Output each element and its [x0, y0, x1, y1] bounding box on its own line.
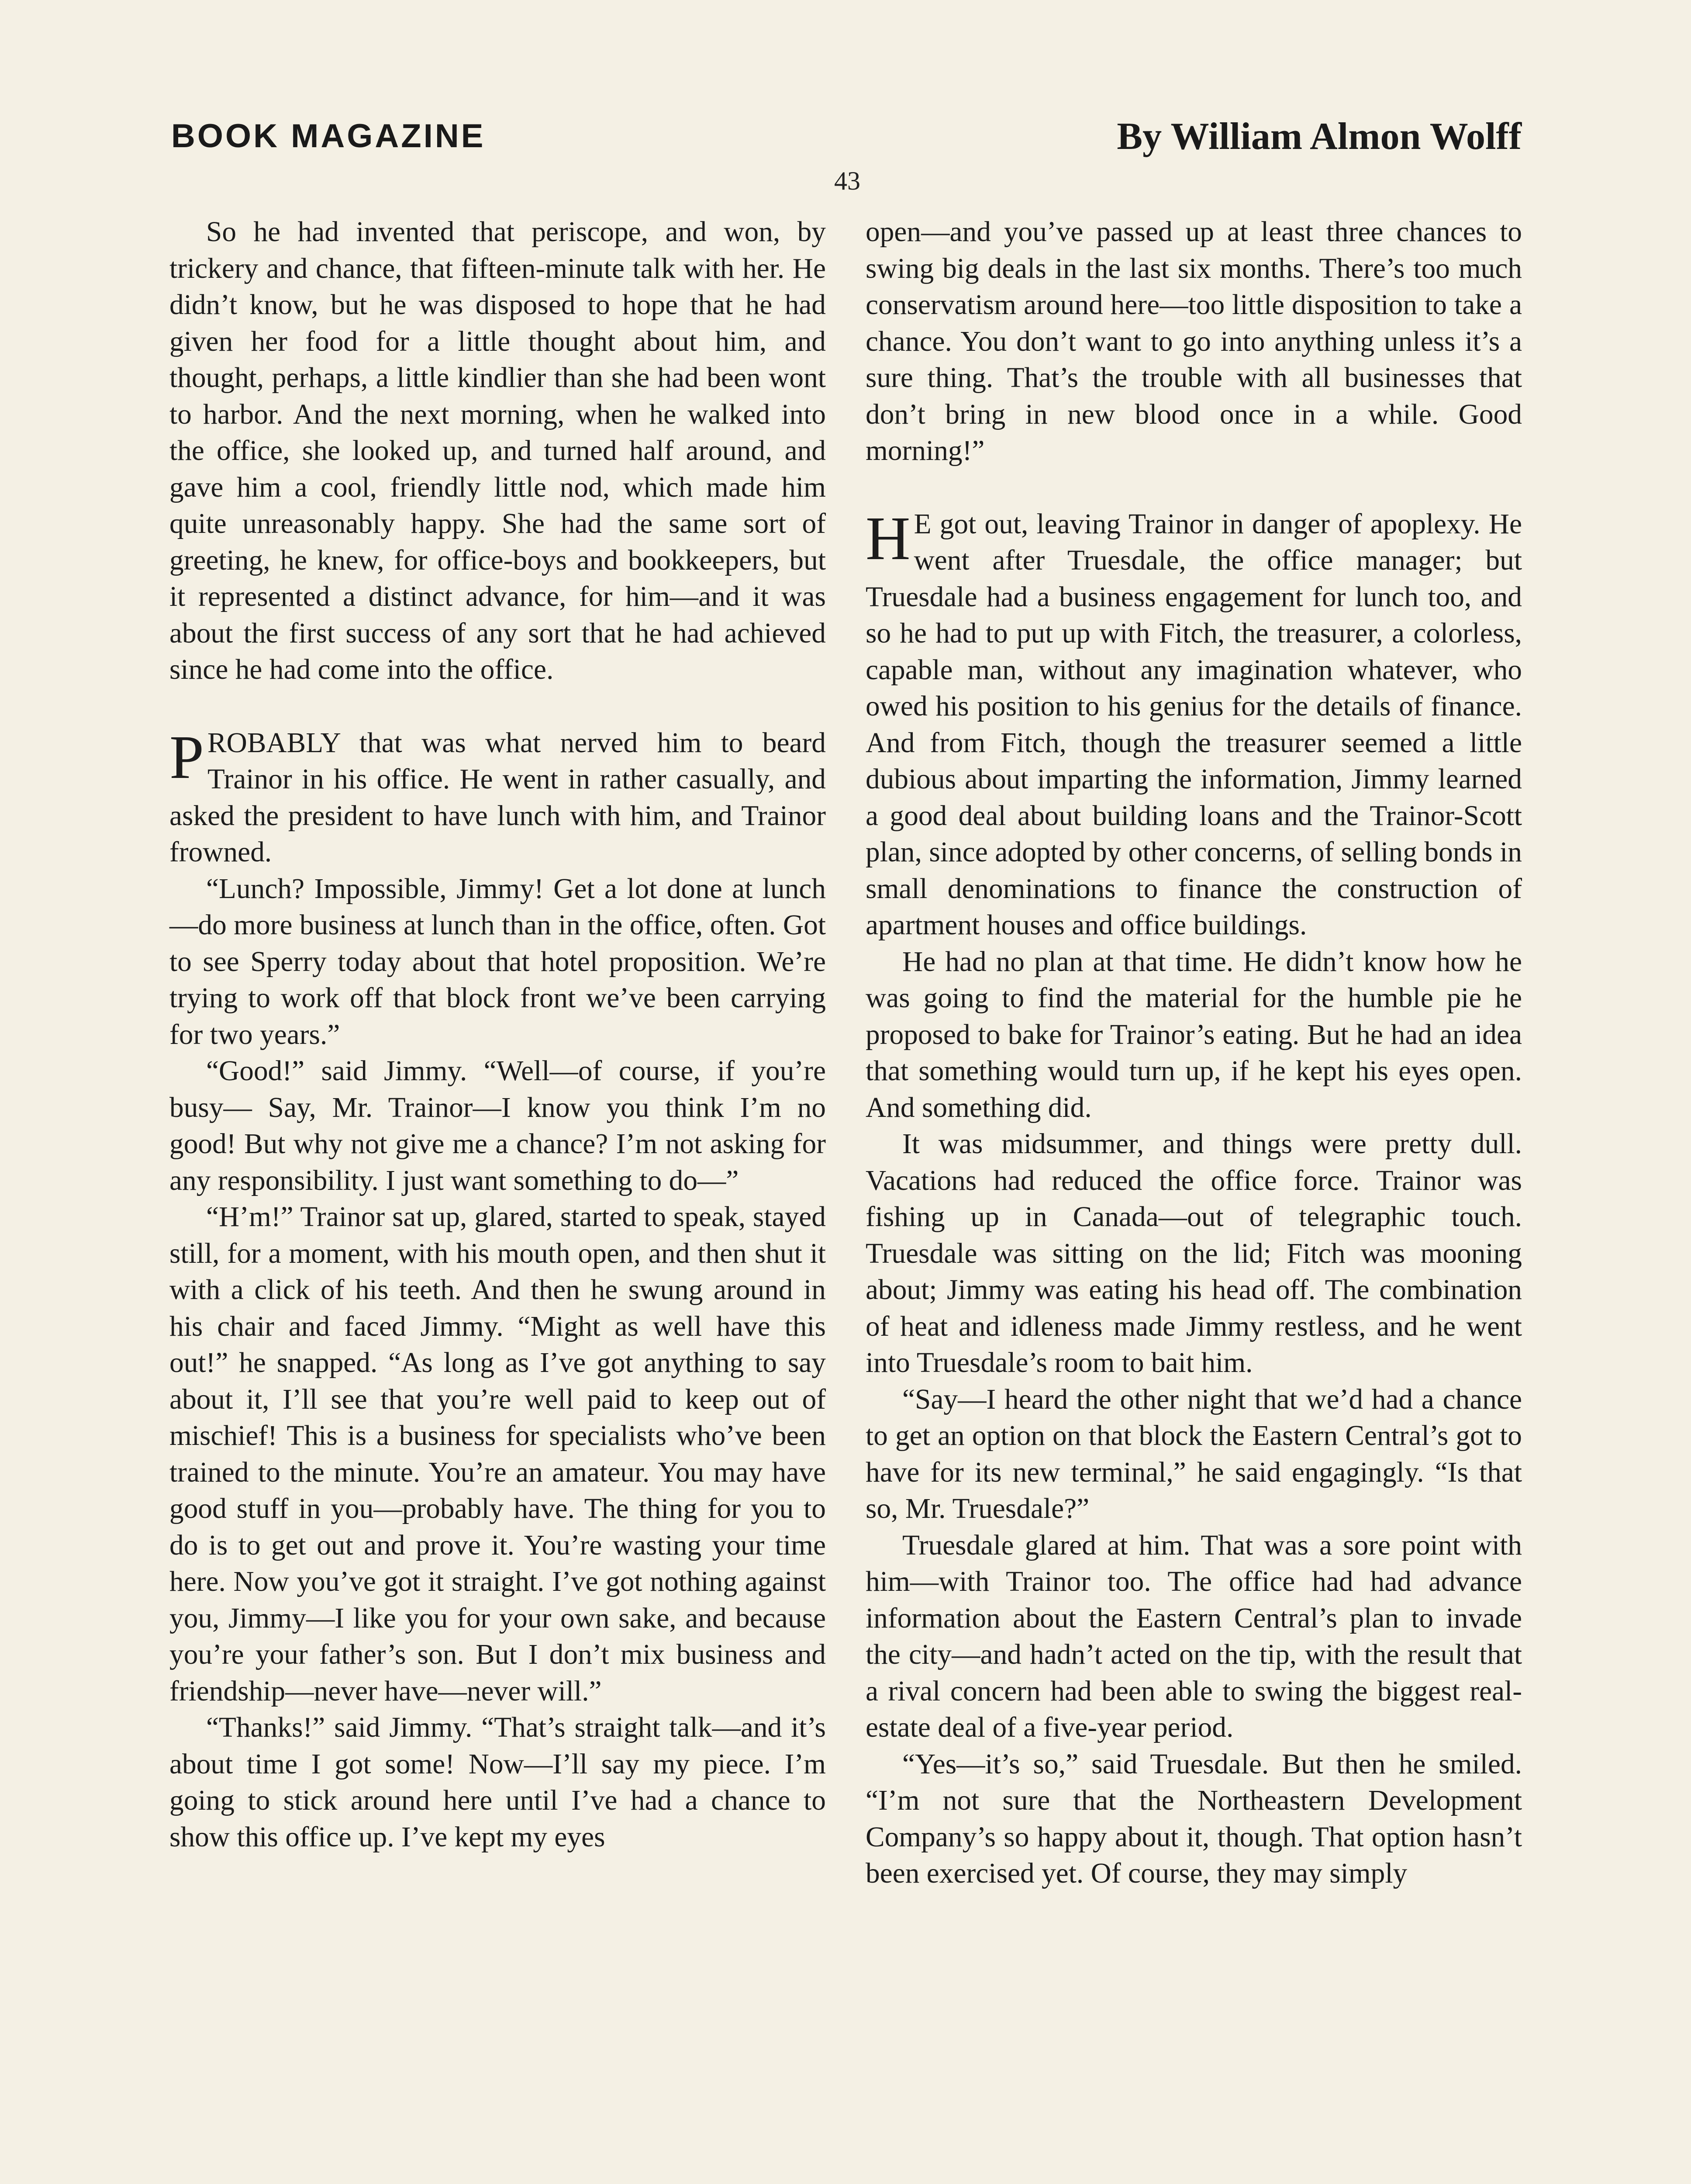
paragraph-with-drop-cap: [169, 722, 826, 871]
paragraph: open—and you’ve passed up at least three chances to swing big deals in the last six months. There’s too much conservatism around here—too little disposition to take a chance. You don’t want to go into anything unless it’s a sure thing. That’s the trouble with all businesses that don’t bring in new blood once in a while. Good morning!”: [866, 216, 1522, 467]
page-number: 43: [834, 166, 860, 195]
paragraph: “Thanks!” said Jimmy. “That’s straight talk—and it’s about time I got some! Now—I’ll say my piece. I’m going to stick around here until I’ve had a chance to show this office up. I’ve kept my eyes: [169, 1712, 826, 1853]
paragraph: So he had invented that periscope, and won, by trickery and chance, that fifteen-minute talk with her. He didn’t know, but he was disposed to hope that he had given her food for a little thought about him, and thought, perhaps, a little kindlier than she had been wont to harbor. And the next morning, when he walked into the office, she looked up, and turned half around, and gave him a cool, friendly little nod, which made him quite unreasonably happy. She had the same sort of greeting, he knew, for office-boys and bookkeepers, but it represented a distinct advance, for him—and it was about the first success of any sort that he had achieved since he had come into the office.: [169, 216, 826, 685]
drop-cap: H: [866, 503, 911, 573]
drop-cap: P: [169, 722, 204, 791]
author-byline: By William Almon Wolff: [1117, 115, 1522, 158]
right-column: [866, 214, 1522, 1892]
paragraph-with-drop-cap: [866, 503, 1522, 944]
paragraph: “Yes—it’s so,” said Truesdale. But then he smiled. “I’m not sure that the Northeastern Development Company’s so happy about it, though. That option hasn’t been exercised yet. Of course, they may simply: [866, 1748, 1522, 1889]
paragraph-text: ROBABLY that was what nerved him to beard Trainor in his office. He went in rather casually, and asked the president to have lunch with him, and Trainor frowned.: [169, 727, 826, 868]
left-column: [169, 214, 826, 1856]
paragraph: “H’m!” Trainor sat up, glared, started to speak, stayed still, for a moment, with his mouth open, and then shut it with a click of his teeth. And then he swung around in his chair and faced Jimmy. “Might as well have this out!” he snapped. “As long as I’ve got anything to say about it, I’ll see that you’re well paid to keep out of mischief! This is a business for specialists who’ve been trained to the minute. You’re an amateur. You may have good stuff in you—probably have. The thing for you to do is to get out and prove it. You’re wasting your time here. Now you’ve got it straight. I’ve got nothing against you, Jimmy—I like you for your own sake, and because you’re your father’s son. But I don’t mix business and friendship—never have—never will.”: [169, 1201, 826, 1707]
paragraph: “Good!” said Jimmy. “Well—of course, if you’re busy— Say, Mr. Trainor—I know you think I’m no good! But why not give me a chance? I’m not asking for any responsibility. I just want something to do—”: [169, 1055, 826, 1196]
paragraph-text: E got out, leaving Trainor in danger of apoplexy. He went after Truesdale, the office manager; but Truesdale had a business engagement for lunch too, and so he had to put up with Fitch, the treasurer, a colorless, capable man, without any imagination whatever, who owed his position to his genius for the details of finance. And from Fitch, though the treasurer seemed a little dubious about imparting the information, Jimmy learned a good deal about building loans and the Trainor-Scott plan, since adopted by other concerns, of selling bonds in small denominations to finance the construction of apartment houses and office buildings.: [866, 508, 1522, 941]
paragraph: “Lunch? Impossible, Jimmy! Get a lot done at lunch—do more business at lunch than in the office, often. Got to see Sperry today about that hotel proposition. We’re trying to work off that block front we’ve been carrying for two years.”: [169, 873, 826, 1051]
paragraph: It was midsummer, and things were pretty dull. Vacations had reduced the office force. Trainor was fishing up in Canada—out of telegraphic touch. Truesdale was sitting on the lid; Fitch was mooning about; Jimmy was eating his head off. The combination of heat and idleness made Jimmy restless, and he went into Truesdale’s room to bait him.: [866, 1128, 1522, 1379]
paragraph: Truesdale glared at him. That was a sore point with him—with Trainor too. The office had had advance information about the Eastern Central’s plan to invade the city—and hadn’t acted on the tip, with the result that a rival concern had been able to swing the biggest real-estate deal of a five-year period.: [866, 1529, 1522, 1743]
paragraph: “Say—I heard the other night that we’d had a chance to get an option on that block the Eastern Central’s got to have for its new terminal,” he said engagingly. “Is that so, Mr. Truesdale?”: [866, 1383, 1522, 1524]
magazine-title: BOOK MAGAZINE: [171, 117, 486, 155]
paragraph: He had no plan at that time. He didn’t know how he was going to find the material for the humble pie he proposed to bake for Trainor’s eating. But he had an idea that something would turn up, if he kept his eyes open. And something did.: [866, 946, 1522, 1123]
